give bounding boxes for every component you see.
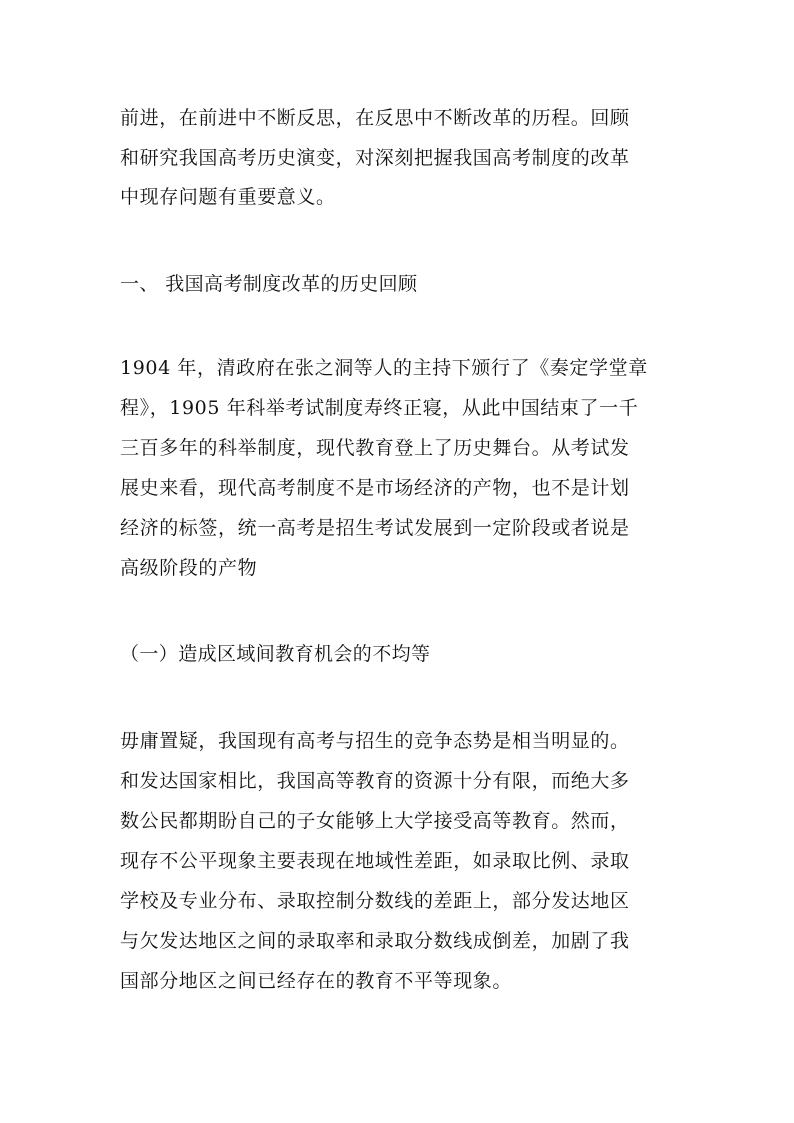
intro-line-3: 中现存问题有重要意义。 — [120, 186, 336, 208]
inequality-line-1: 毋庸置疑，我国现有高考与招生的竞争态势是相当明显的。 — [120, 730, 630, 752]
inequality-line-4: 现存不公平现象主要表现在地域性差距，如录取比例、录取 — [120, 850, 630, 872]
intro-line-1: 前进，在前进中不断反思，在反思中不断改革的历程。回顾 — [120, 107, 630, 129]
history-line-5: 经济的标签，统一高考是招生考试发展到一定阶段或者说是 — [120, 517, 630, 539]
history-line-3: 三百多年的科举制度，现代教育登上了历史舞台。从考试发 — [120, 437, 630, 459]
inequality-line-3: 数公民都期盼自己的子女能够上大学接受高等教育。然而， — [120, 810, 630, 832]
subsection-heading: （一）造成区域间教育机会的不均等 — [120, 643, 431, 665]
intro-line-2: 和研究我国高考历史演变，对深刻把握我国高考制度的改革 — [120, 147, 630, 169]
inequality-line-5: 学校及专业分布、录取控制分数线的差距上，部分发达地区 — [120, 890, 630, 912]
history-line-4: 展史来看，现代高考制度不是市场经济的产物，也不是计划 — [120, 477, 630, 499]
inequality-line-7: 国部分地区之间已经存在的教育不平等现象。 — [120, 970, 513, 992]
history-line-6: 高级阶段的产物 — [120, 557, 258, 579]
history-line-2: 程》，1905 年科举考试制度寿终正寝，从此中国结束了一千 — [120, 397, 639, 419]
inequality-line-2: 和发达国家相比，我国高等教育的资源十分有限，而绝大多 — [120, 770, 630, 792]
section-heading: 一、 我国高考制度改革的历史回顾 — [120, 273, 418, 295]
history-line-1: 1904 年，清政府在张之洞等人的主持下颁行了《奏定学堂章 — [120, 357, 648, 379]
inequality-line-6: 与欠发达地区之间的录取率和录取分数线成倒差，加剧了我 — [120, 930, 630, 952]
